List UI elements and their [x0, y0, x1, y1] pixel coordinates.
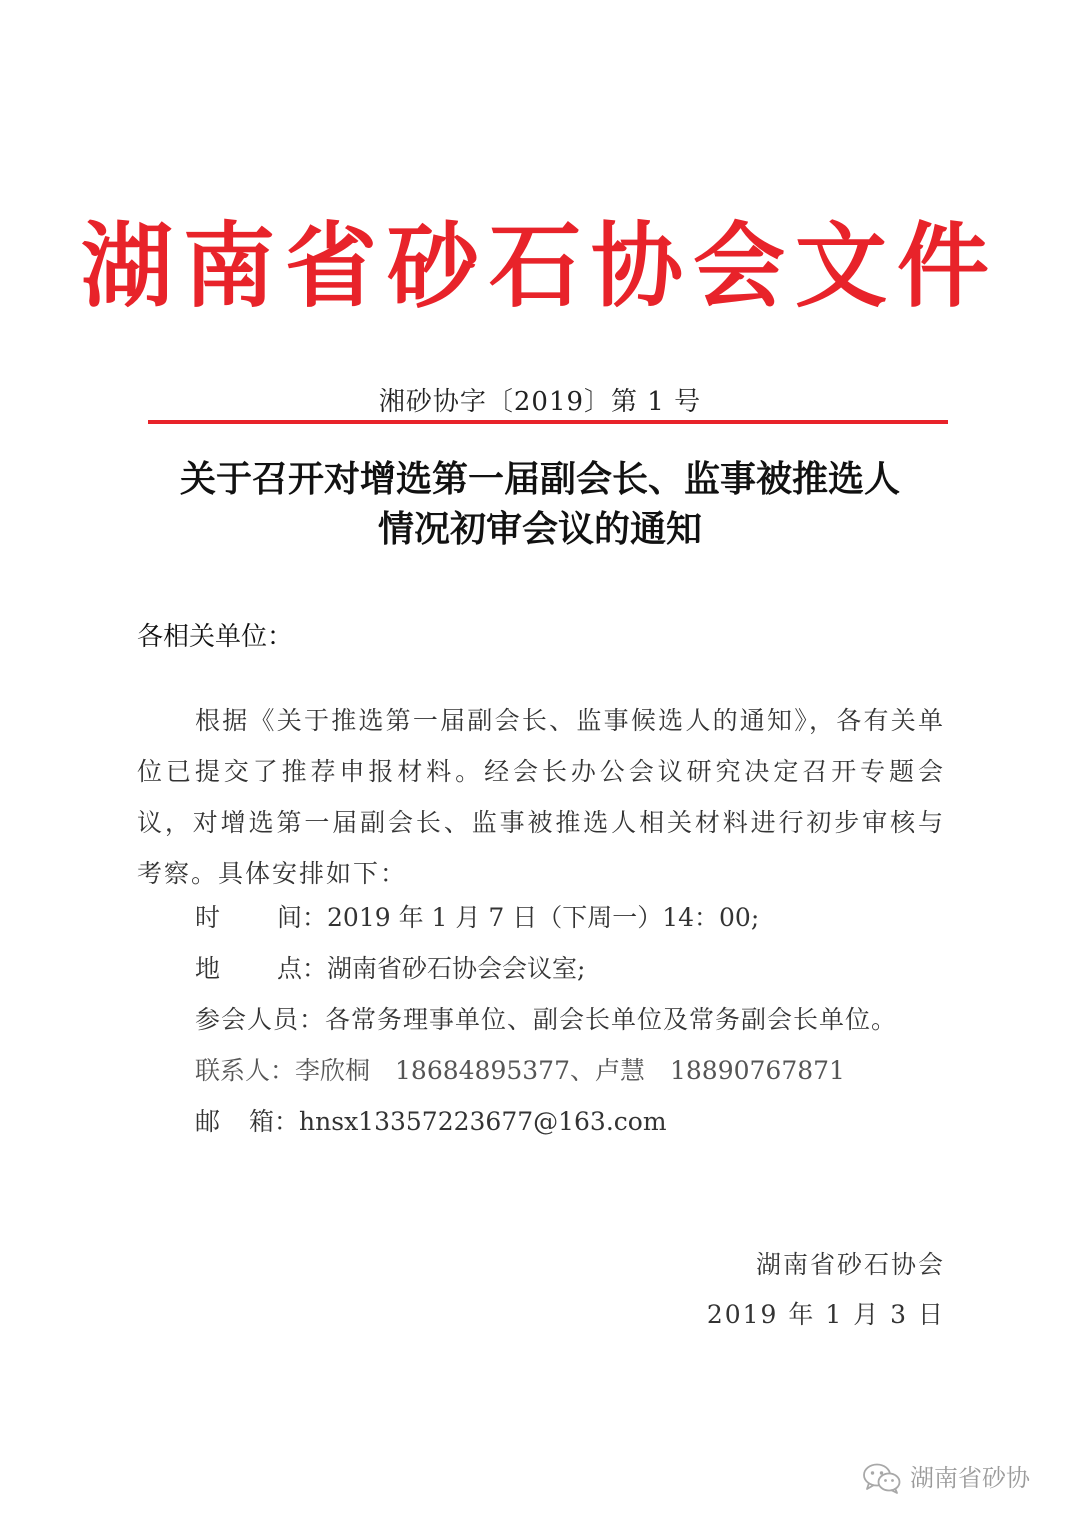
wechat-icon — [862, 1462, 902, 1494]
salutation: 各相关单位： — [137, 622, 294, 652]
detail-attendees: 参会人员：各常务理事单位、副会长单位及常务副会长单位。 — [195, 1005, 898, 1034]
detail-email-value: hnsx13357223677@163.com — [299, 1107, 667, 1136]
detail-place-value: 湖南省砂石协会会议室; — [327, 954, 586, 983]
detail-place-label-a: 地 — [195, 954, 221, 983]
document-header-title: 湖南省砂石协会文件 — [80, 213, 999, 320]
watermark — [862, 1458, 1030, 1498]
detail-place: 地 点：湖南省砂石协会会议室; — [195, 949, 585, 989]
detail-email-label-a: 邮 — [195, 1107, 221, 1136]
detail-time-label-a: 时 — [195, 903, 221, 932]
detail-attendees-label: 参会人员 — [195, 1005, 300, 1034]
detail-time: 时 间：2019 年 1 月 7 日（下周一）14：00; — [195, 898, 759, 938]
detail-attendees-value: 各常务理事单位、副会长单位及常务副会长单位。 — [325, 1005, 898, 1034]
body-paragraph: 根据《关于推选第一届副会长、监事候选人的通知》，各有关单位已提交了推荐申报材料。经会长办公会议研究决定召开专题会议，对增选第一届副会长、监事被推选人相关材料进行初步审核与考察。具体安排如下： — [137, 706, 945, 888]
notice-title-line-2: 情况初审会议的通知 — [377, 509, 702, 550]
signature-org: 湖南省砂石协会 — [755, 1250, 945, 1279]
watermark-text: 湖南省砂协 — [910, 1464, 1030, 1492]
detail-contact-value: 李欣桐 18684895377、卢慧 18890767871 — [295, 1056, 845, 1085]
notice-title-line-1: 关于召开对增选第一届副会长、监事被推选人 — [179, 459, 900, 500]
detail-place-label-b: 点 — [277, 954, 303, 983]
detail-time-label-b: 间 — [277, 903, 303, 932]
document-number: 湘砂协字〔2019〕第 1 号 — [378, 387, 702, 417]
detail-email: 邮 箱：hnsx13357223677@163.com — [195, 1102, 667, 1142]
detail-contact: 联系人：李欣桐 18684895377、卢慧 18890767871 — [195, 1056, 845, 1085]
notice-title — [100, 455, 980, 555]
red-divider — [148, 420, 948, 424]
detail-email-label-b: 箱 — [249, 1107, 275, 1136]
signature-date: 2019 年 1 月 3 日 — [706, 1300, 945, 1329]
detail-time-value: 2019 年 1 月 7 日（下周一）14：00; — [327, 903, 760, 932]
detail-contact-label: 联系人 — [195, 1056, 271, 1085]
